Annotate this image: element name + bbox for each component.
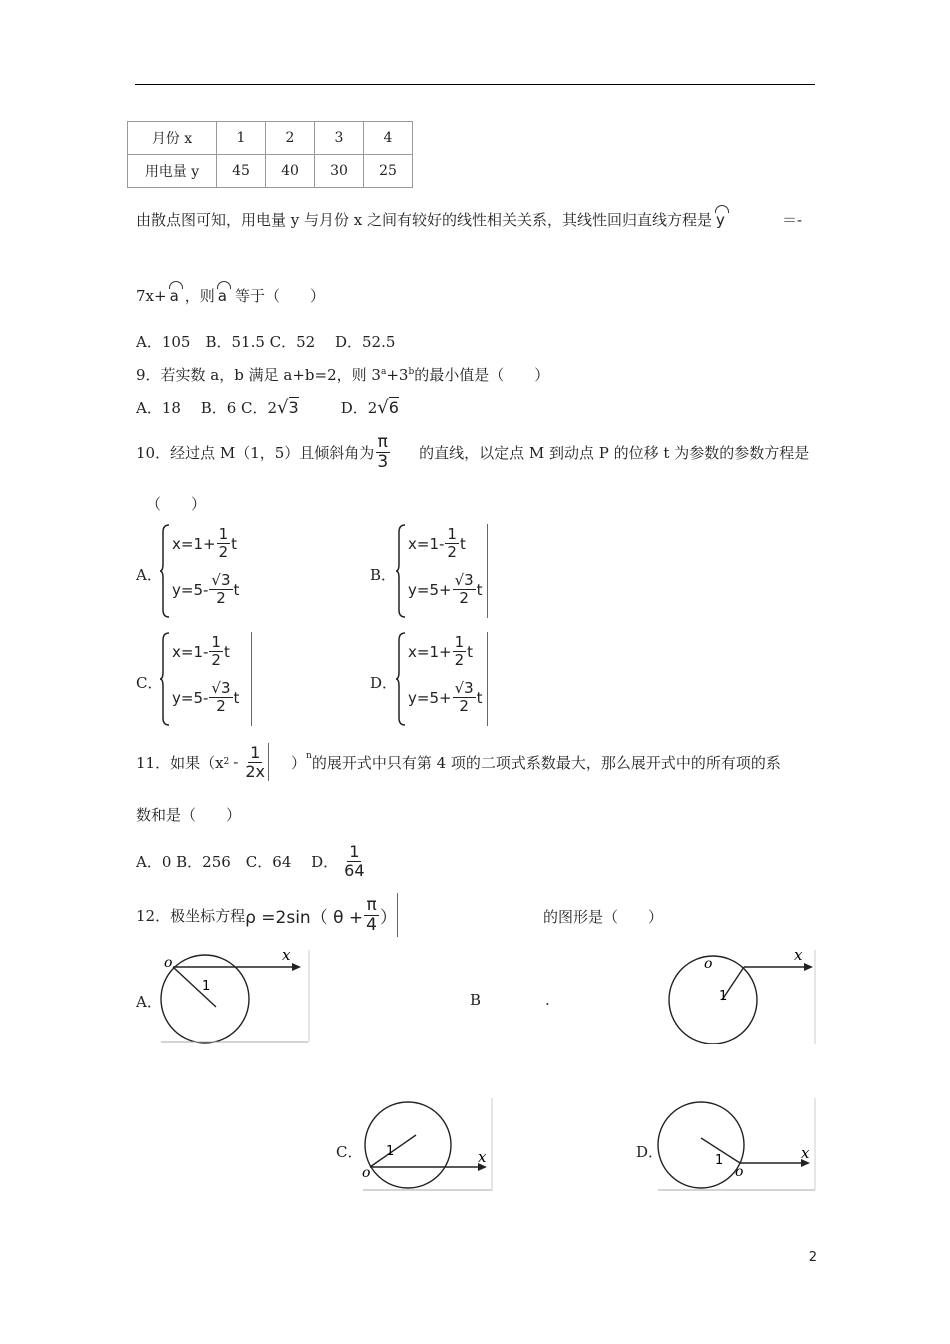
frac-num: 1	[218, 525, 229, 543]
radius-label: 1	[386, 1144, 395, 1159]
q10-label-c: C．	[136, 674, 163, 692]
frac-den: 2	[459, 589, 469, 607]
eq-var: t	[233, 688, 240, 707]
radius-label: 1	[719, 989, 728, 1004]
q10-option-c	[160, 632, 252, 726]
origin-label: o	[164, 955, 173, 971]
q11-sup: 2	[223, 757, 230, 767]
q11-options	[136, 843, 368, 880]
frac-num: √3	[211, 571, 231, 589]
table-cell: 月份 x	[128, 122, 217, 155]
q8-eq-tail: ＝-	[782, 211, 803, 229]
q8-options: A．105 B．51.5 C．52 D．52.5	[136, 333, 396, 351]
a-hat: a	[169, 287, 179, 305]
q11-sup: n	[306, 751, 312, 761]
half-frac	[209, 634, 223, 669]
frac-den: 3	[377, 452, 389, 472]
q10-label-b: B．	[370, 566, 397, 584]
sqrt-icon: √	[277, 397, 289, 418]
frac-den: 2	[216, 589, 226, 607]
figure-c	[360, 1098, 494, 1192]
q8-text: 由散点图可知，用电量 y 与月份 x 之间有较好的线性相关关系，其线性回归直线方程是	[136, 211, 713, 229]
eq-var: t	[223, 642, 230, 661]
frac-num: 1	[250, 742, 261, 762]
brace-icon	[160, 632, 170, 726]
divider	[251, 632, 252, 726]
half-frac	[453, 634, 467, 669]
q12-label-d: D．	[636, 1143, 664, 1161]
eq-text: x=1+	[172, 534, 216, 553]
table-cell: 2	[266, 122, 315, 155]
q12-stem	[136, 893, 398, 937]
figure-b	[662, 950, 816, 1044]
radius-label: 1	[202, 979, 211, 994]
axis-label: x	[801, 1144, 810, 1162]
frac-den: 64	[344, 861, 365, 880]
q10-label-d: D．	[370, 674, 398, 692]
eq-line	[408, 526, 466, 561]
q10-option-d	[396, 632, 488, 726]
page-number: 2	[808, 1250, 817, 1265]
q11-opt: A．0 B．256 C．64 D．	[136, 853, 339, 871]
root3-frac	[453, 572, 476, 607]
q12-label-b: B	[470, 991, 482, 1009]
eq-text: x=1-	[172, 642, 209, 661]
root3-frac	[453, 680, 476, 715]
q11-line2: 数和是（ ）	[136, 806, 242, 824]
q11-frac	[243, 744, 267, 781]
header-rule	[135, 84, 815, 85]
figure-a	[158, 950, 310, 1044]
table-cell: 45	[217, 155, 266, 188]
q9-options	[136, 397, 399, 418]
q10-paren: （ ）	[146, 495, 207, 513]
eq-line	[408, 572, 483, 607]
q9-sup: b	[408, 367, 415, 377]
eq-line	[408, 680, 483, 715]
brace-icon	[160, 524, 170, 618]
frac-den: 2	[211, 651, 221, 669]
divider	[487, 632, 488, 726]
eq-text: x=1+	[408, 642, 452, 661]
q12-dot: .	[545, 991, 550, 1009]
q9-text: +3	[386, 366, 409, 384]
eq-line	[172, 526, 237, 561]
table-row	[128, 155, 413, 188]
q9-text: 的最小值是（ ）	[414, 366, 550, 384]
root3-frac	[209, 572, 232, 607]
q9-opt: A．18 B．6 C．2	[136, 399, 278, 417]
axis-label: x	[282, 950, 291, 964]
frac-num: π	[366, 894, 377, 915]
table-cell: 25	[364, 155, 413, 188]
q10-option-b	[396, 524, 488, 618]
half-frac	[445, 526, 459, 561]
frac-den: 2	[216, 697, 226, 715]
divider	[268, 743, 269, 781]
q10-stem	[136, 433, 809, 472]
sqrt-icon: √	[377, 397, 389, 418]
frac-den: 2x	[245, 761, 266, 781]
data-table	[127, 121, 413, 188]
q12-eq: ）	[379, 907, 397, 928]
q9-text: 9．若实数 a，b 满足 a+b=2，则 3	[136, 366, 381, 384]
origin-label: o	[362, 1165, 371, 1181]
frac-num: √3	[454, 571, 474, 589]
frac-num: π	[377, 432, 388, 452]
q8-line2	[136, 285, 325, 306]
origin-label: o	[704, 956, 713, 972]
q12-text: 12．极坐标方程	[136, 906, 246, 925]
q11-stem	[136, 743, 781, 781]
q11-text: -	[233, 753, 239, 771]
y-hat: y	[716, 211, 725, 229]
brace-icon	[396, 632, 406, 726]
eq-text: y=5+	[408, 688, 452, 707]
eq-text: y=5-	[172, 688, 209, 707]
table-cell: 40	[266, 155, 315, 188]
axis-label: x	[478, 1148, 487, 1166]
q10-text: 的直线，以定点 M 到动点 P 的位移 t 为参数的参数方程是	[419, 444, 810, 462]
eq-text: x=1-	[408, 534, 445, 553]
eq-var: t	[476, 688, 483, 707]
divider	[397, 893, 398, 937]
q11-frac-d	[342, 843, 366, 880]
table-cell: 30	[315, 155, 364, 188]
eq-var: t	[233, 580, 240, 599]
root3-frac	[209, 680, 232, 715]
q12-eq: ρ =2sin（ θ +	[245, 907, 364, 928]
frac-num: √3	[211, 679, 231, 697]
half-frac	[217, 526, 231, 561]
divider	[487, 524, 488, 618]
axis-label: x	[794, 950, 803, 964]
q9-sup: a	[380, 367, 387, 377]
frac-num: √3	[454, 679, 474, 697]
q10-text: 10．经过点 M（1，5）且倾斜角为	[136, 444, 375, 462]
figure-d	[655, 1098, 817, 1192]
frac-den: 4	[366, 914, 377, 935]
q8-line1	[136, 209, 725, 230]
brace-icon	[396, 524, 406, 618]
eq-var: t	[467, 642, 473, 661]
eq-line	[172, 634, 230, 669]
frac-den: 2	[459, 697, 469, 715]
q8-equals: 等于（ ）	[235, 287, 326, 305]
a-hat-2: a	[217, 287, 227, 305]
table-cell: 4	[364, 122, 413, 155]
q9-radicand: 6	[388, 398, 399, 417]
q8-eq: 7x+	[136, 287, 167, 305]
eq-var: t	[459, 534, 466, 553]
q12-label-a: A．	[136, 993, 162, 1011]
eq-text: y=5-	[172, 580, 209, 599]
eq-line	[172, 680, 239, 715]
frac-num: 1	[349, 842, 360, 861]
q9-stem	[136, 364, 549, 385]
q11-text: 的展开式中只有第 4 项的二项式系数最大，那么展开式中的所有项的系	[311, 753, 781, 772]
table-cell: 1	[217, 122, 266, 155]
eq-line	[408, 634, 473, 669]
q8-then: ，则	[184, 287, 215, 305]
q12-tail: 的图形是（ ）	[543, 908, 664, 926]
origin-label: o	[735, 1164, 744, 1180]
table-cell: 3	[315, 122, 364, 155]
q10-label-a: A．	[136, 566, 162, 584]
frac-den: 2	[454, 651, 465, 669]
frac-num: 1	[211, 633, 221, 651]
frac-num: 1	[454, 633, 465, 651]
pi-over-4	[364, 896, 379, 935]
q11-text: ）	[291, 753, 307, 772]
eq-var: t	[476, 580, 483, 599]
q9-opt: D．2	[340, 399, 378, 417]
q10-option-a	[160, 524, 252, 618]
q11-text: 11．如果（x	[136, 753, 224, 772]
eq-line	[172, 572, 239, 607]
eq-var: t	[231, 534, 237, 553]
table-row	[128, 122, 413, 155]
q12-label-c: C．	[336, 1143, 363, 1161]
radius-label: 1	[715, 1153, 724, 1168]
frac-den: 2	[447, 543, 457, 561]
frac-den: 2	[218, 543, 229, 561]
q9-radicand: 3	[288, 398, 299, 417]
frac-num: 1	[447, 525, 457, 543]
eq-text: y=5+	[408, 580, 452, 599]
pi-over-3	[375, 433, 390, 472]
table-cell: 用电量 y	[128, 155, 217, 188]
